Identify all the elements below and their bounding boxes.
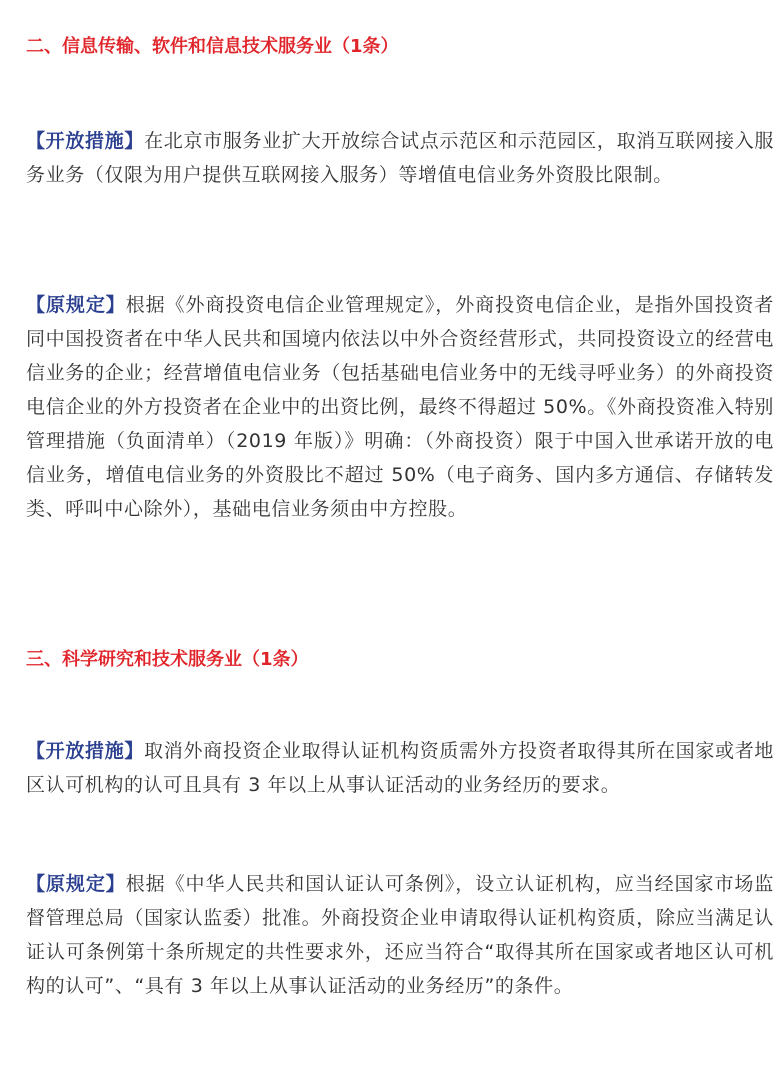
open-measure-tag: 【开放措施】 bbox=[26, 740, 145, 762]
open-measure-text: 取消外商投资企业取得认证机构资质需外方投资者取得其所在国家或者地区认可机构的认可且具有 3 年以上从事认证活动的业务经历的要求。 bbox=[26, 740, 774, 796]
original-rule-paragraph-research-services bbox=[26, 867, 774, 1003]
section-heading-information-services: 二、信息传输、软件和信息技术服务业（1条） bbox=[26, 36, 399, 57]
original-rule-tag: 【原规定】 bbox=[26, 873, 126, 895]
original-rule-text: 根据《外商投资电信企业管理规定》，外商投资电信企业，是指外国投资者同中国投资者在中华人民共和国境内依法以中外合资经营形式，共同投资设立的经营电信业务的企业；经营增值电信业务（包括基础电信业务中的无线寻呼业务）的外商投资电信企业的外方投资者在企业中的出资比例，最终不得超过 50%。《外商投资准入特别管理措施（负面清单）（2019 年版）》明确：（外商投资）限于中国入世承诺开放的电信业务，增值电信业务的外资股比不超过 50%（电子商务、国内多方通信、存储转发类、呼叫中心除外），基础电信业务须由中方控股。 bbox=[26, 294, 774, 520]
open-measure-paragraph-research-services bbox=[26, 734, 774, 802]
original-rule-text: 根据《中华人民共和国认证认可条例》，设立认证机构，应当经国家市场监督管理总局（国家认监委）批准。外商投资企业申请取得认证机构资质，除应当满足认证认可条例第十条所规定的共性要求外，还应当符合“取得其所在国家或者地区认可机构的认可”、“具有 3 年以上从事认证活动的业务经历”的条件。 bbox=[26, 873, 774, 997]
open-measure-text: 在北京市服务业扩大开放综合试点示范区和示范园区，取消互联网接入服务业务（仅限为用户提供互联网接入服务）等增值电信业务外资股比限制。 bbox=[26, 130, 774, 186]
open-measure-paragraph-information-services bbox=[26, 124, 774, 192]
open-measure-tag: 【开放措施】 bbox=[26, 130, 145, 152]
original-rule-paragraph-information-services bbox=[26, 288, 774, 526]
section-heading-research-services: 三、科学研究和技术服务业（1条） bbox=[26, 649, 309, 670]
original-rule-tag: 【原规定】 bbox=[26, 294, 126, 316]
